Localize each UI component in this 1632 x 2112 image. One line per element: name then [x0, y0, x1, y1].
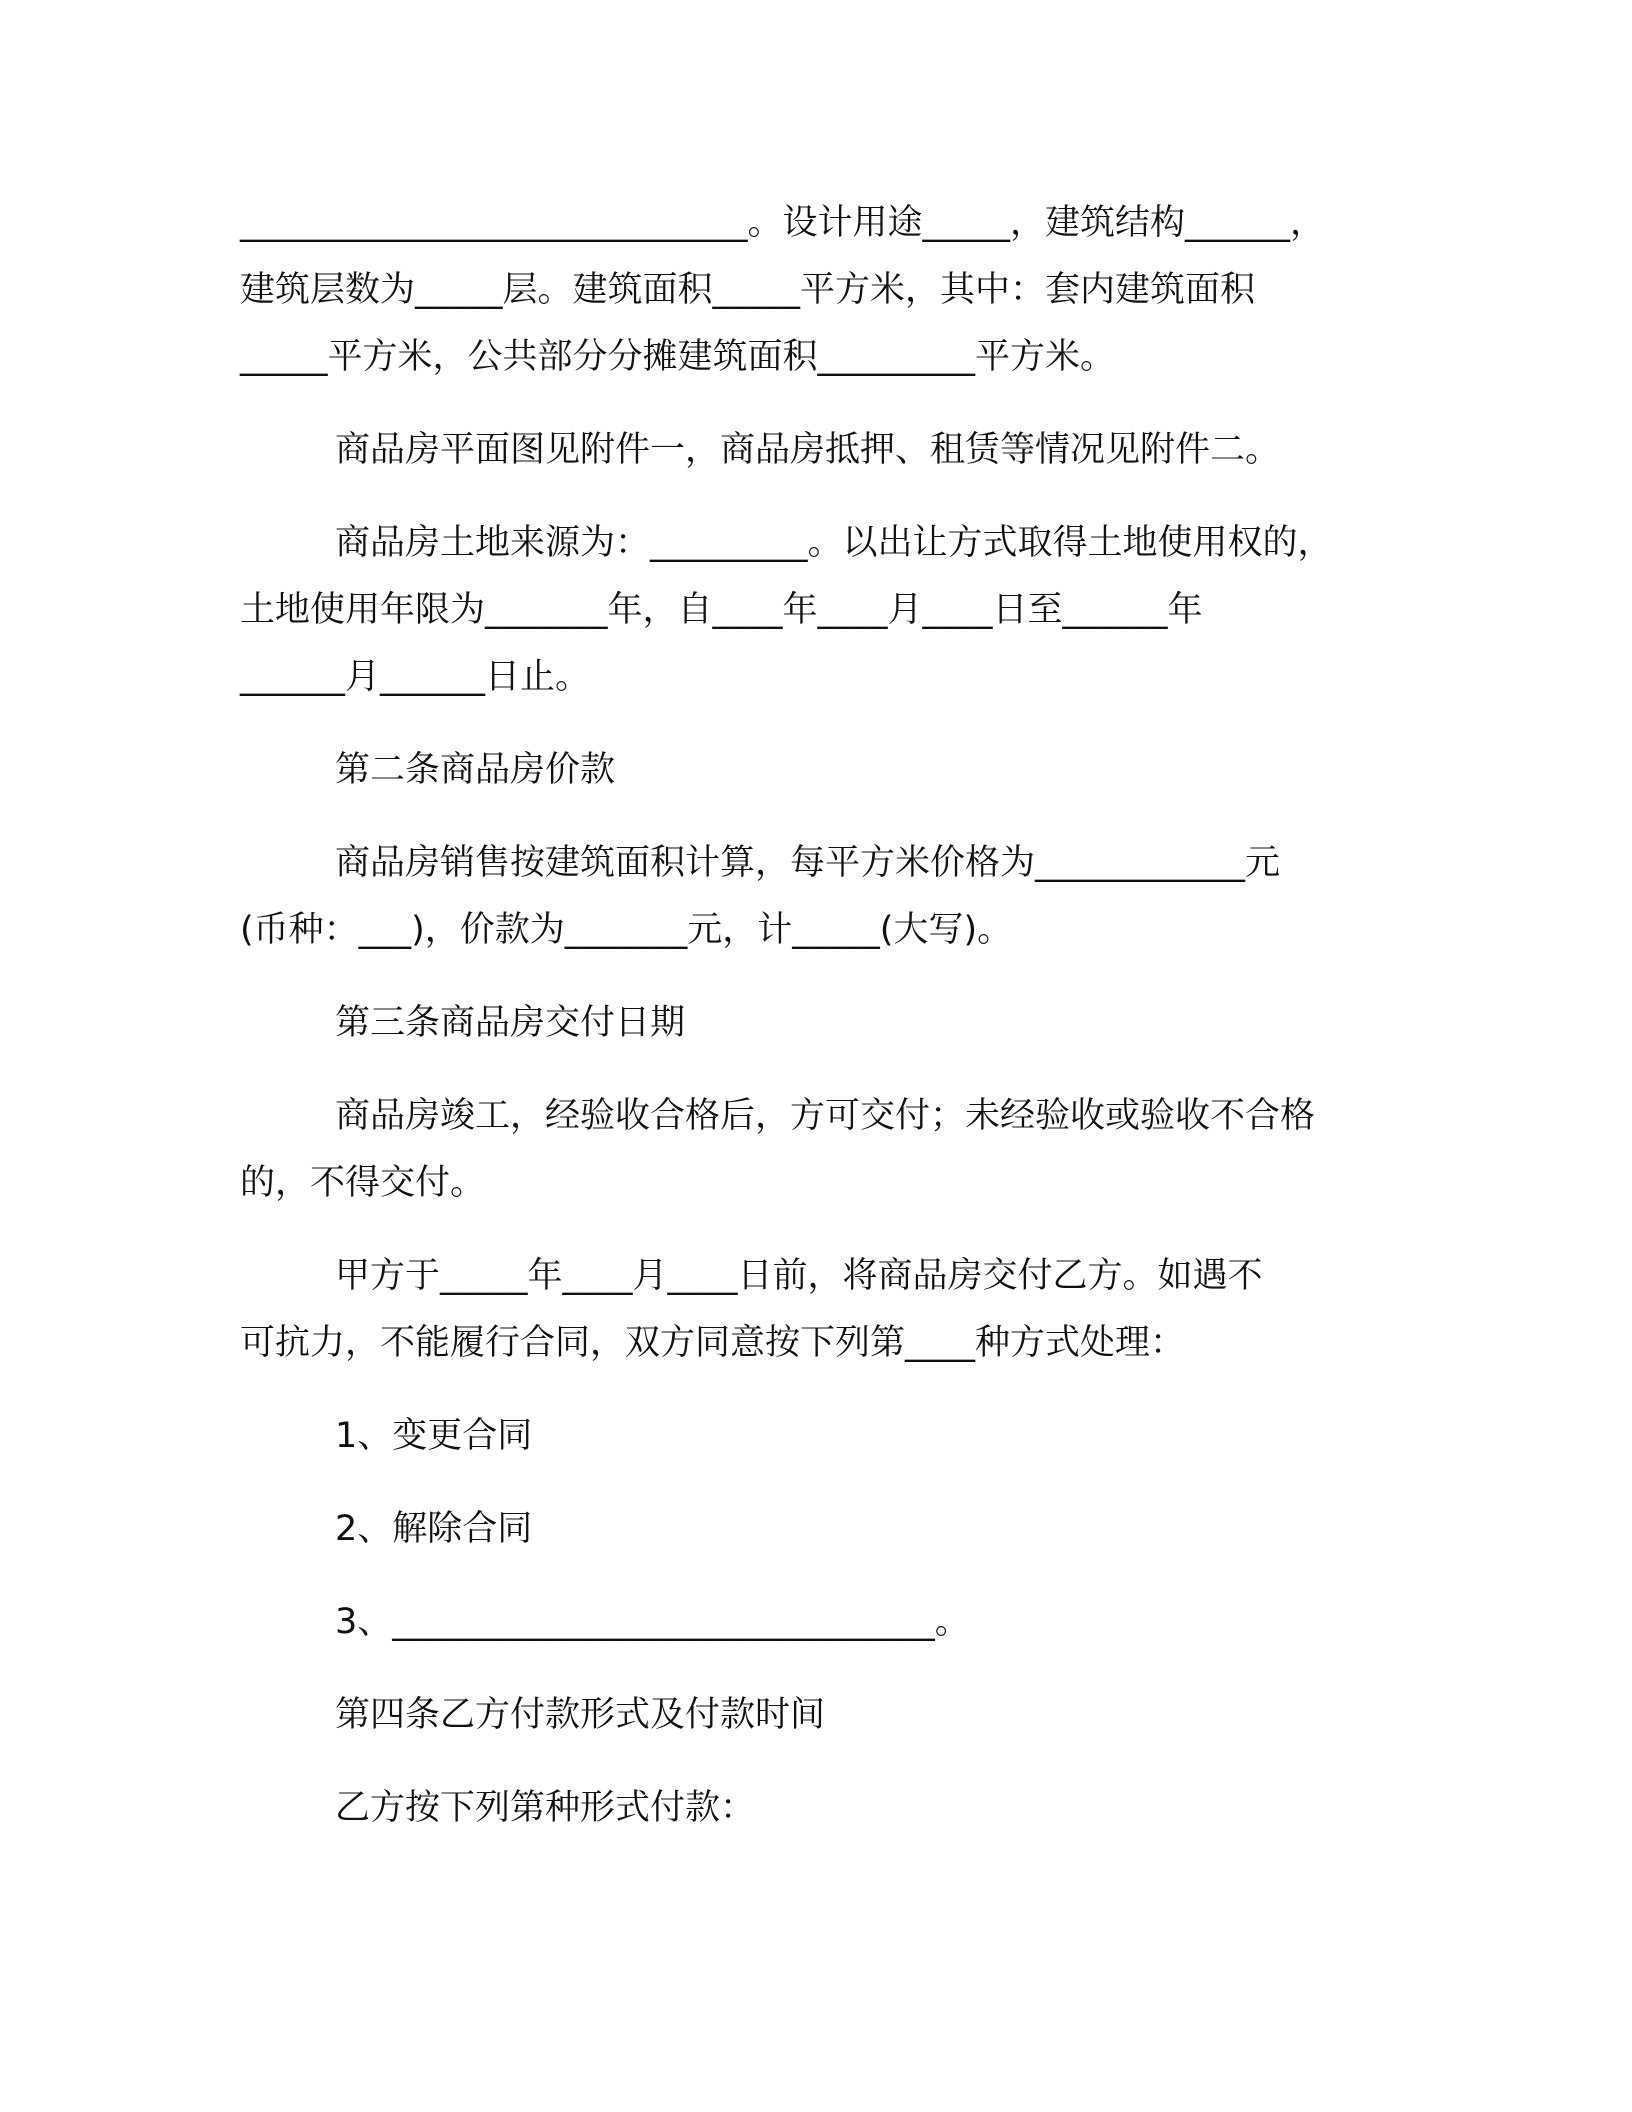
- text-line: ______月______日止。: [240, 657, 591, 697]
- text-line: 商品房销售按建筑面积计算，每平方米价格为____________元: [335, 843, 1281, 883]
- paragraph-land-source: [240, 510, 1390, 711]
- list-item: 2、解除合同: [335, 1509, 533, 1549]
- text-line: 甲方于_____年____月____日前，将商品房交付乙方。如遇不: [335, 1256, 1263, 1296]
- paragraph-attachments: [240, 417, 1390, 484]
- paragraph-payment-form: [240, 1775, 1390, 1842]
- paragraph-delivery-date: [240, 1243, 1390, 1377]
- document-page: [240, 190, 1390, 1868]
- section-heading-price: [240, 737, 1390, 804]
- list-item: 1、变更合同: [335, 1416, 533, 1456]
- list-item-option-2: [240, 1496, 1390, 1563]
- section-heading-payment: [240, 1682, 1390, 1749]
- text-line: 商品房竣工，经验收合格后，方可交付；未经验收或验收不合格: [335, 1096, 1316, 1136]
- section-title: 第二条商品房价款: [335, 750, 616, 790]
- text-line: (币种：___)，价款为_______元，计_____(大写)。: [240, 910, 1013, 950]
- section-title: 第四条乙方付款形式及付款时间: [335, 1695, 826, 1735]
- text-line: 商品房土地来源为：_________。以出让方式取得土地使用权的，: [335, 523, 1333, 563]
- section-heading-delivery: [240, 990, 1390, 1057]
- text-line: 建筑层数为_____层。建筑面积_____平方米，其中：套内建筑面积: [240, 270, 1256, 310]
- section-title: 第三条商品房交付日期: [335, 1003, 686, 1043]
- text-line: 商品房平面图见附件一，商品房抵押、租赁等情况见附件二。: [335, 430, 1281, 470]
- list-item-option-1: [240, 1403, 1390, 1470]
- text-line: _____平方米，公共部分分摊建筑面积_________平方米。: [240, 337, 1116, 377]
- list-item-option-3: [240, 1589, 1390, 1656]
- text-line: 乙方按下列第种形式付款：: [335, 1788, 756, 1828]
- text-line: _____________________________。设计用途_____，建筑结构______，: [240, 203, 1326, 243]
- paragraph-acceptance: [240, 1083, 1390, 1217]
- list-item: 3、_______________________________。: [335, 1602, 970, 1642]
- text-line: 的，不得交付。: [240, 1163, 486, 1203]
- paragraph-price: [240, 830, 1390, 964]
- text-line: 可抗力，不能履行合同，双方同意按下列第____种方式处理：: [240, 1323, 1186, 1363]
- paragraph-property-details: [240, 190, 1390, 391]
- text-line: 土地使用年限为_______年，自____年____月____日至______年: [240, 590, 1203, 630]
